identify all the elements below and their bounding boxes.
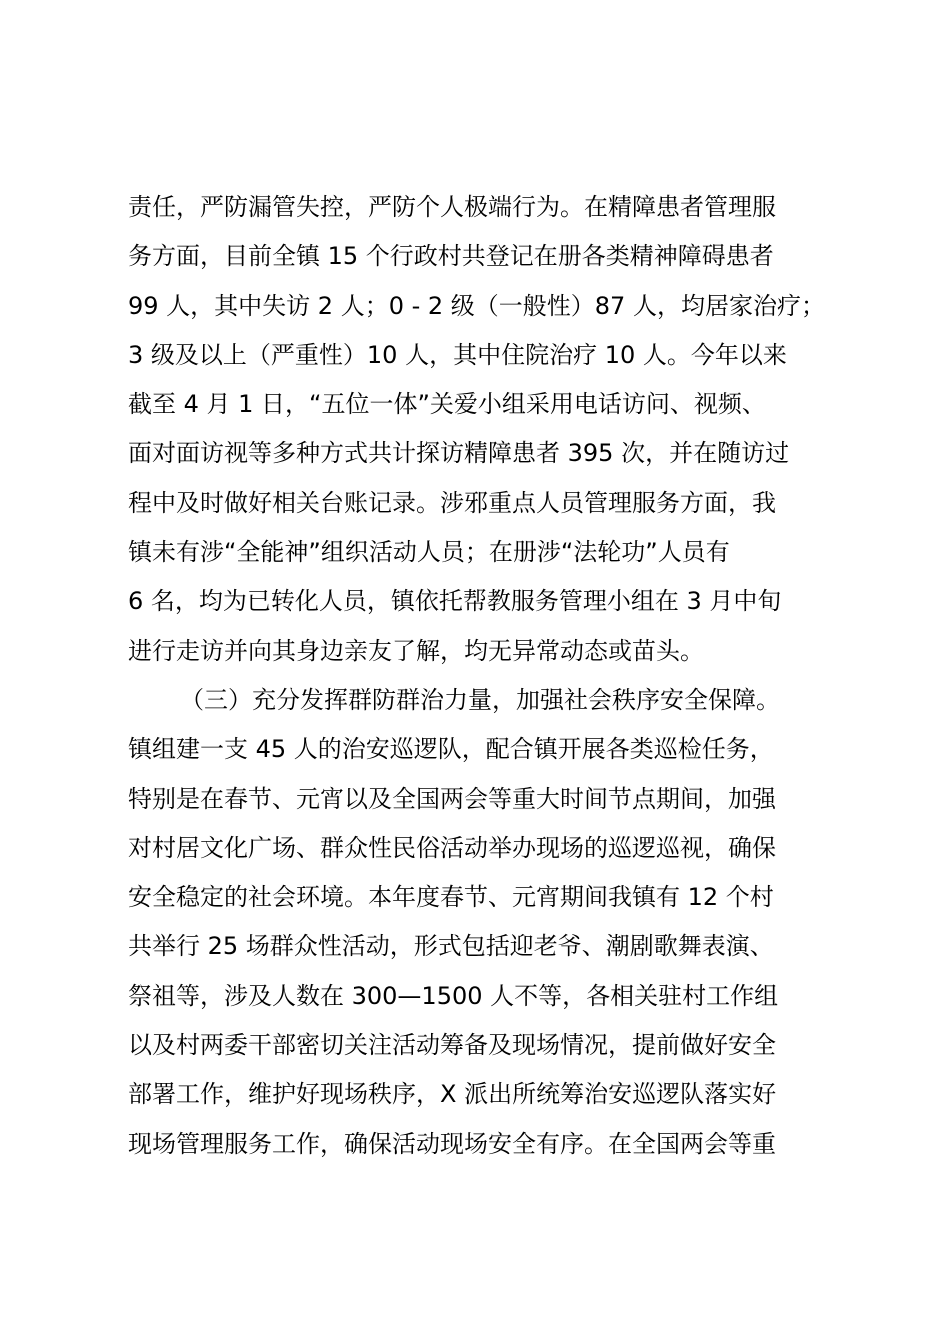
text-line: 以及村两委干部密切关注活动筹备及现场情况，提前做好安全 — [128, 1031, 776, 1060]
text-line: 现场管理服务工作，确保活动现场安全有序。在全国两会等重 — [128, 1129, 776, 1158]
text-line: 程中及时做好相关台账记录。涉邪重点人员管理服务方面，我 — [128, 488, 776, 517]
text-line: 进行走访并向其身边亲友了解，均无异常动态或苗头。 — [128, 636, 704, 665]
text-line: 截至 4 月 1 日，“五位一体”关爱小组采用电话访问、视频、 — [128, 390, 766, 419]
text-line: 99 人，其中失访 2 人；0 - 2 级（一般性）87 人，均居家治疗； — [128, 291, 825, 320]
text-line: 镇组建一支 45 人的治安巡逻队，配合镇开展各类巡检任务， — [128, 735, 774, 764]
text-line: 6 名，均为已转化人员，镇依托帮教服务管理小组在 3 月中旬 — [128, 587, 782, 616]
text-line: 祭祖等，涉及人数在 300—1500 人不等，各相关驻村工作组 — [128, 981, 779, 1010]
text-line: 3 级及以上（严重性）10 人，其中住院治疗 10 人。今年以来 — [128, 340, 787, 369]
text-line: 面对面访视等多种方式共计探访精障患者 395 次，并在随访过 — [128, 439, 790, 468]
text-line: 部署工作，维护好现场秩序，X 派出所统筹治安巡逻队落实好 — [128, 1080, 777, 1109]
text-line: 务方面，目前全镇 15 个行政村共登记在册各类精神障碍患者 — [128, 242, 774, 271]
text-line: 责任，严防漏管失控，严防个人极端行为。在精障患者管理服 — [128, 193, 776, 221]
text-line: 镇未有涉“全能神”组织活动人员；在册涉“法轮功”人员有 — [128, 538, 730, 567]
text-line: 共举行 25 场群众性活动，形式包括迎老爷、潮剧歌舞表演、 — [128, 932, 774, 961]
text-line: 对村居文化广场、群众性民俗活动举办现场的巡逻巡视，确保 — [128, 833, 776, 862]
text-line: 安全稳定的社会环境。本年度春节、元宵期间我镇有 12 个村 — [128, 883, 774, 912]
body-text — [128, 183, 858, 1169]
section-heading-line: （三）充分发挥群防群治力量，加强社会秩序安全保障。 — [180, 685, 780, 714]
text-line: 特别是在春节、元宵以及全国两会等重大时间节点期间，加强 — [128, 784, 776, 813]
